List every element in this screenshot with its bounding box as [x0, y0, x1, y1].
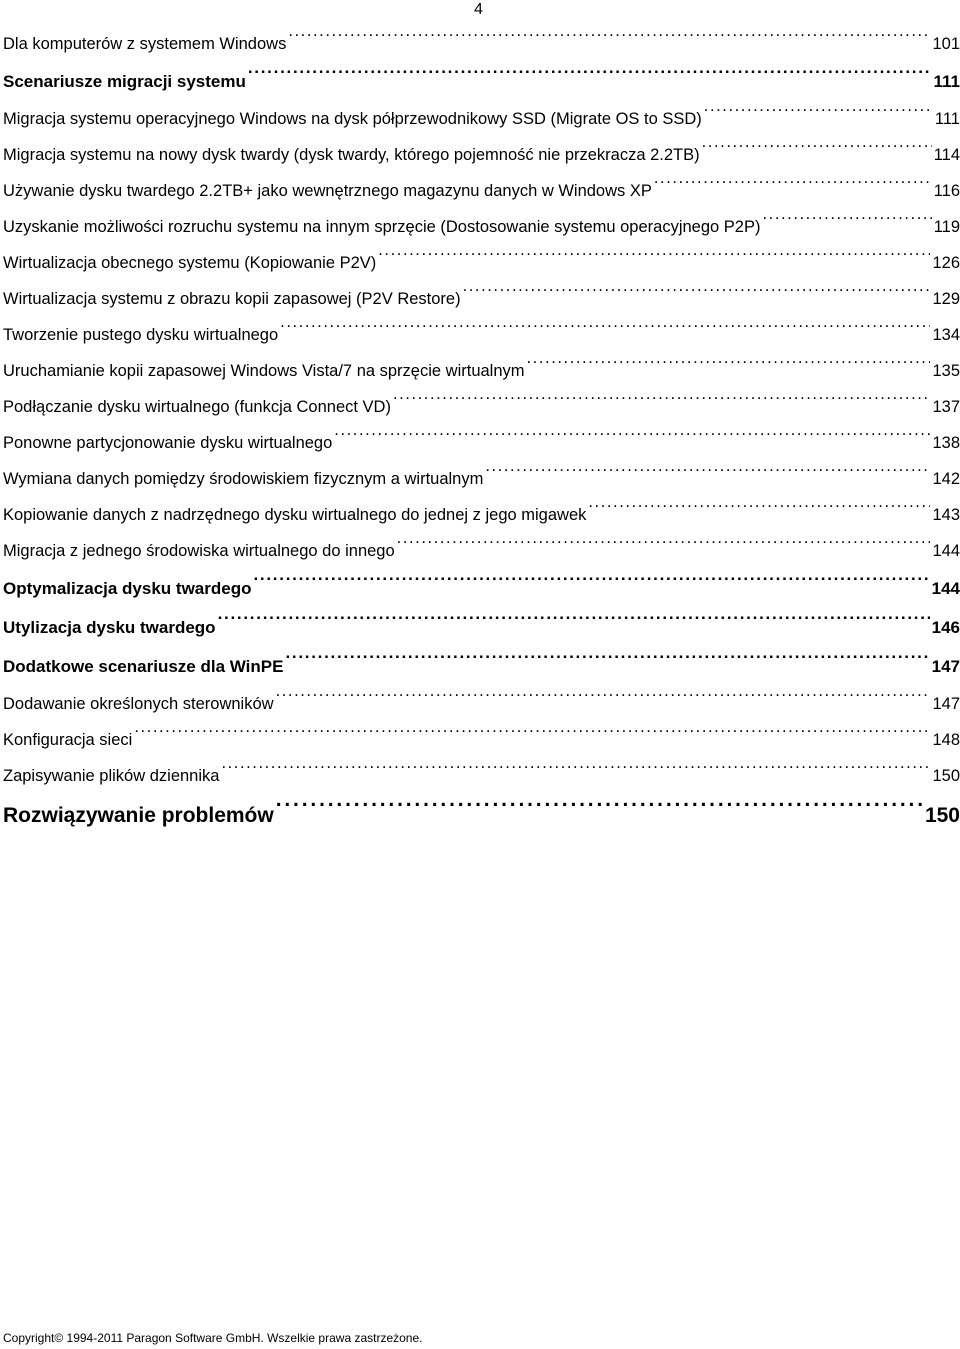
toc-leader	[221, 765, 930, 782]
toc-entry-page: 138	[932, 434, 960, 452]
toc-leader	[704, 108, 933, 125]
toc-entry[interactable]	[3, 353, 960, 389]
toc-leader	[397, 540, 931, 557]
toc-entry-page: 135	[932, 362, 960, 380]
toc-entry[interactable]	[3, 137, 960, 173]
toc-entry[interactable]	[3, 245, 960, 281]
copyright-footer: Copyright© 1994-2011 Paragon Software GmbH. Wszelkie prawa zastrzeżone.	[3, 1331, 423, 1345]
toc-entry-page: 150	[924, 804, 960, 827]
toc-entry-title: Scenariusze migracji systemu	[3, 72, 246, 91]
toc-entry-title: Używanie dysku twardego 2.2TB+ jako wewnętrznego magazynu danych w Windows XP	[3, 182, 652, 200]
toc-entry[interactable]	[3, 209, 960, 245]
toc-entry-title: Wirtualizacja obecnego systemu (Kopiowanie P2V)	[3, 254, 377, 272]
toc-entry-page: 126	[932, 254, 960, 272]
toc-entry-page: 111	[933, 72, 960, 91]
toc-entry-title: Utylizacja dysku twardego	[3, 618, 216, 637]
toc-leader	[280, 324, 930, 341]
toc-entry-page: 111	[934, 110, 960, 128]
toc-entry-title: Dodatkowe scenariusze dla WinPE	[3, 657, 284, 676]
toc-entry[interactable]	[3, 26, 960, 62]
toc-entry-title: Migracja z jednego środowiska wirtualnego do innego	[3, 542, 395, 560]
toc-entry-page: 147	[931, 657, 960, 676]
toc-entry-page: 150	[932, 767, 960, 785]
toc-entry-page: 144	[932, 542, 960, 560]
toc-leader	[485, 468, 930, 485]
toc-entry[interactable]	[3, 62, 960, 101]
toc-leader	[288, 33, 930, 50]
toc-entry[interactable]	[3, 173, 960, 209]
toc-leader	[762, 216, 931, 233]
toc-entry[interactable]	[3, 758, 960, 794]
toc-entry-title: Wymiana danych pomiędzy środowiskiem fizycznym a wirtualnym	[3, 470, 484, 488]
toc-entry-page: 134	[932, 326, 960, 344]
toc-leader	[248, 70, 932, 87]
toc-entry-title: Migracja systemu na nowy dysk twardy (dysk twardy, którego pojemność nie przekracza 2.2TB)	[3, 146, 700, 164]
toc-leader	[334, 432, 930, 449]
toc-entry[interactable]	[3, 317, 960, 353]
toc-entry[interactable]	[3, 497, 960, 533]
toc-entry-title: Migracja systemu operacyjnego Windows na dysk półprzewodnikowy SSD (Migrate OS to SSD)	[3, 110, 702, 128]
toc-leader	[654, 180, 932, 197]
toc-entry-title: Rozwiązywanie problemów	[3, 804, 274, 827]
toc-leader	[393, 396, 931, 413]
toc-entry-page: 146	[931, 618, 960, 637]
table-of-contents	[3, 26, 960, 838]
toc-entry[interactable]	[3, 722, 960, 758]
toc-entry-title: Tworzenie pustego dysku wirtualnego	[3, 326, 279, 344]
toc-entry[interactable]	[3, 461, 960, 497]
toc-entry[interactable]	[3, 647, 960, 686]
toc-entry-title: Konfiguracja sieci	[3, 731, 133, 749]
toc-entry-page: 114	[933, 146, 960, 164]
toc-entry-page: 119	[933, 218, 960, 236]
toc-entry-title: Uruchamianie kopii zapasowej Windows Vista/7 na sprzęcie wirtualnym	[3, 362, 525, 380]
toc-entry-page: 143	[932, 506, 960, 524]
toc-entry-title: Wirtualizacja systemu z obrazu kopii zapasowej (P2V Restore)	[3, 290, 461, 308]
toc-entry-title: Optymalizacja dysku twardego	[3, 579, 252, 598]
toc-entry[interactable]	[3, 569, 960, 608]
toc-entry-title: Dla komputerów z systemem Windows	[3, 35, 287, 53]
toc-leader	[134, 729, 930, 746]
toc-leader	[276, 801, 923, 822]
toc-entry-page: 148	[932, 731, 960, 749]
toc-entry-title: Uzyskanie możliwości rozruchu systemu na innym sprzęcie (Dostosowanie systemu operacyjnego P2P)	[3, 218, 761, 236]
toc-entry[interactable]	[3, 533, 960, 569]
toc-entry-page: 147	[932, 695, 960, 713]
toc-entry[interactable]	[3, 794, 960, 838]
toc-entry[interactable]	[3, 686, 960, 722]
toc-entry-page: 144	[931, 579, 960, 598]
page-number: 4	[474, 1, 483, 18]
toc-leader	[253, 577, 929, 594]
toc-entry-title: Podłączanie dysku wirtualnego (funkcja Connect VD)	[3, 398, 391, 416]
toc-entry-page: 137	[932, 398, 960, 416]
toc-entry-title: Dodawanie określonych sterowników	[3, 695, 274, 713]
toc-entry-title: Zapisywanie plików dziennika	[3, 767, 220, 785]
toc-leader	[588, 504, 930, 521]
toc-entry[interactable]	[3, 425, 960, 461]
toc-entry-page: 129	[932, 290, 960, 308]
toc-leader	[527, 360, 931, 377]
toc-entry[interactable]	[3, 101, 960, 137]
toc-entry-title: Ponowne partycjonowanie dysku wirtualnego	[3, 434, 333, 452]
toc-entry-page: 101	[932, 35, 960, 53]
toc-entry-title: Kopiowanie danych z nadrzędnego dysku wirtualnego do jednej z jego migawek	[3, 506, 587, 524]
toc-entry[interactable]	[3, 389, 960, 425]
toc-entry[interactable]	[3, 281, 960, 317]
toc-leader	[463, 288, 931, 305]
toc-entry-page: 116	[933, 182, 960, 200]
toc-leader	[378, 252, 930, 269]
toc-leader	[218, 616, 930, 633]
toc-leader	[276, 693, 931, 710]
toc-entry[interactable]	[3, 608, 960, 647]
toc-leader	[285, 655, 929, 672]
toc-leader	[702, 144, 932, 161]
toc-entry-page: 142	[932, 470, 960, 488]
